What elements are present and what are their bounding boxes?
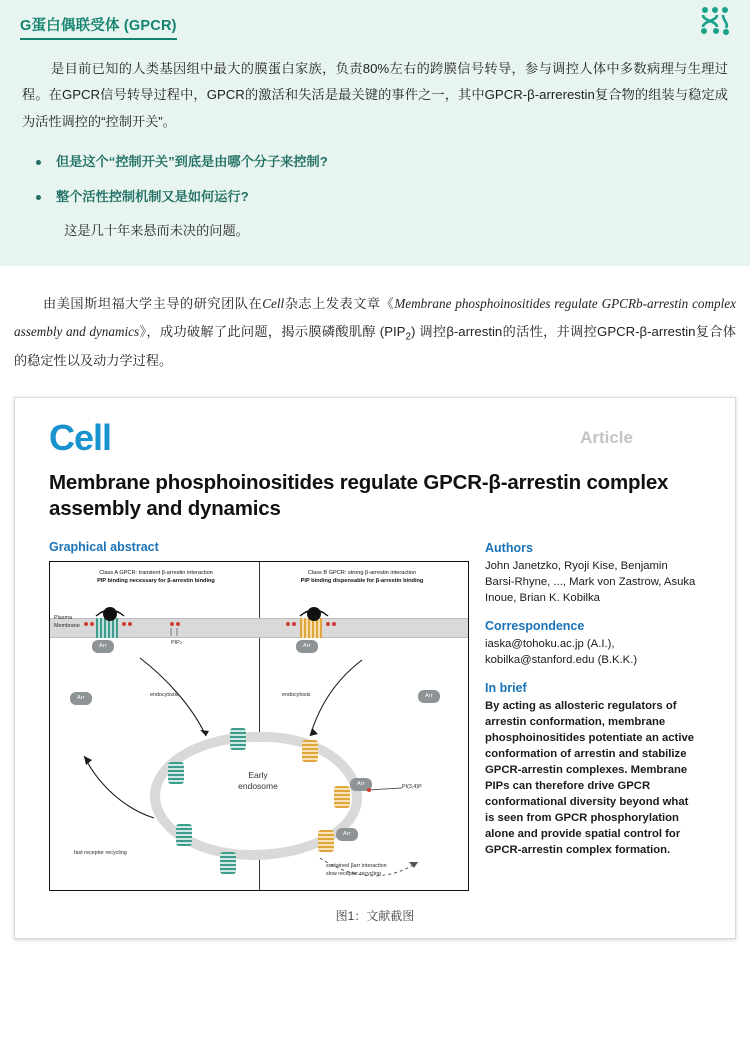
pip-dot (176, 622, 180, 626)
receptor-endosome-1 (230, 728, 246, 750)
body-mid: 杂志上发表文章《 (284, 296, 395, 312)
intro-tail-text: 这是几十年来悬而未决的问题。 (64, 223, 249, 239)
figure-header (41, 416, 709, 458)
arrestin-endosome-2: Arr (336, 828, 358, 841)
body-lead: 由美国斯坦福大学主导的研究团队在 (43, 296, 263, 312)
pi34p-pointer-icon (366, 780, 406, 796)
graphical-abstract-diagram (49, 561, 469, 891)
body-paragraph (14, 290, 736, 374)
diagram-header-right-line2: PIP binding dispensable for β-arrestin binding (300, 578, 424, 585)
diagram-header-right (266, 569, 458, 586)
question-bullet-list (22, 149, 728, 210)
receptor-endosome-5 (220, 852, 236, 874)
arrestin-endosome-1: Arr (350, 778, 372, 791)
receptor-endosome-4 (318, 830, 334, 852)
receptor-endosome-2 (302, 740, 318, 762)
in-brief-heading: In brief (485, 681, 527, 696)
intro-paragraph: 是目前已知的人类基因组中最大的膜蛋白家族，负责80%左右的跨膜信号转导，参与调控人体中多数病理与生理过程。在GPCR信号转导过程中，GPCR的激活和失活是最关键的事件之一，其中GPCR-β-arrerestin复合物的组装与稳定成为活性调控的“控制开关”。 (22, 61, 728, 129)
arrestin-right-bound: Arr (296, 640, 318, 653)
receptor-endosome-6 (176, 824, 192, 846)
graphical-abstract-column (49, 540, 469, 891)
dna-logo-icon (696, 6, 736, 38)
cell-journal-logo: Cell (49, 416, 112, 458)
pip-dot (170, 622, 174, 626)
authors-list: John Janetzko, Ryoji Kise, Benjamin Barsi-Rhyne, ..., Mark von Zastrow, Asuka Inoue, Brian K. Kobilka (485, 559, 696, 605)
body-after-sub: ) 调控β-arrestin的活性，并调控GPCR-β-arrestin复合体的稳定性以及动力学过程。 (14, 323, 736, 369)
article-type-label: Article (580, 427, 633, 447)
graphical-abstract-label: Graphical abstract (49, 539, 159, 554)
endocytosis-label-left: endocytosis (150, 691, 179, 698)
correspondence-heading: Correspondence (485, 619, 585, 634)
journal-name: Cell (262, 296, 285, 312)
diagram-header-left-line1: Class A GPCR: transient β-arrestin interaction (99, 569, 213, 576)
pip-subscript: 2 (405, 331, 411, 343)
ligand-left-icon (90, 602, 130, 622)
intro-block (0, 0, 750, 266)
list-item: 整个活性控制机制又是如何运行? (22, 184, 728, 210)
fast-recycling-arrow (66, 748, 162, 844)
pip-dot (292, 622, 296, 626)
pip-dot (332, 622, 336, 626)
list-item: 但是这个“控制开关”到底是由哪个分子来控制? (22, 149, 728, 175)
endocytosis-label-right: endocytosis (282, 691, 311, 698)
paper-title-italic: Membrane phosphoinositides regulate GPCRb-arrestin complex assembly and dynamics (14, 296, 737, 339)
diagram-header-right-line1: Class B GPCR: strong β-arrestin interaction (307, 569, 417, 576)
pip-dot (286, 622, 290, 626)
slow-recycling-label: sustained βarr interaction slow receptor recycling (326, 862, 387, 878)
paper-meta-column (485, 540, 697, 891)
authors-heading: Authors (485, 540, 533, 555)
endocytosis-arrow-left (120, 654, 240, 744)
pip2-label: PIP2 (171, 639, 182, 646)
body-after-title: 》，成功破解了此问题，揭示膜磷酸肌醇 (PIP (139, 323, 406, 339)
pip-dot (84, 622, 88, 626)
arrestin-left-bound: Arr (92, 640, 114, 653)
figure-body (41, 540, 709, 891)
diagram-header-left (60, 569, 252, 586)
plasma-membrane-label: Plasma Membrane (54, 614, 80, 630)
arrestin-free-left: Arr (70, 692, 92, 705)
pip-dot (90, 622, 94, 626)
pip-tail-icon (166, 628, 186, 640)
endocytosis-arrow-right (276, 654, 396, 744)
pip-dot (326, 622, 330, 626)
figure-caption: 图1：文献截图 (335, 908, 415, 923)
early-endosome-label: Early endosome (238, 769, 278, 791)
correspondence-emails: iaska@tohoku.ac.jp (A.I.), kobilka@stanford.edu (B.K.K.) (485, 638, 638, 667)
diagram-header-left-line2: PIP binding necessary for β-arrestin binding (97, 578, 215, 585)
figure-card (14, 397, 736, 939)
in-brief-text: By acting as allosteric regulators of arrestin conformation, membrane phosphoinositides potentiate an active conformation of arrestin and stabilize GPCR-arrestin complexes. Membrane PIPs can therefore drive GPCR conformational diversity beyond what is seen from GPCR phosphorylation alone and provide spatial control for GPCR-arrestin complex formation. (485, 700, 695, 857)
receptor-endosome-3 (334, 786, 350, 808)
pip-dot (128, 622, 132, 626)
site-logo (696, 6, 736, 38)
fast-recycling-label: fast receptor recycling (74, 849, 127, 856)
arrestin-free-right: Arr (418, 690, 440, 703)
pi34p-label: PI(3,4)P (402, 783, 422, 790)
pip-dot (122, 622, 126, 626)
receptor-endosome-7 (168, 762, 184, 784)
intro-title: G蛋白偶联受体 (GPCR) (20, 14, 177, 40)
page-title: Membrane phosphoinositides regulate GPCR-β-arrestin complex assembly and dynamics (49, 470, 669, 520)
ligand-right-icon (294, 602, 334, 622)
